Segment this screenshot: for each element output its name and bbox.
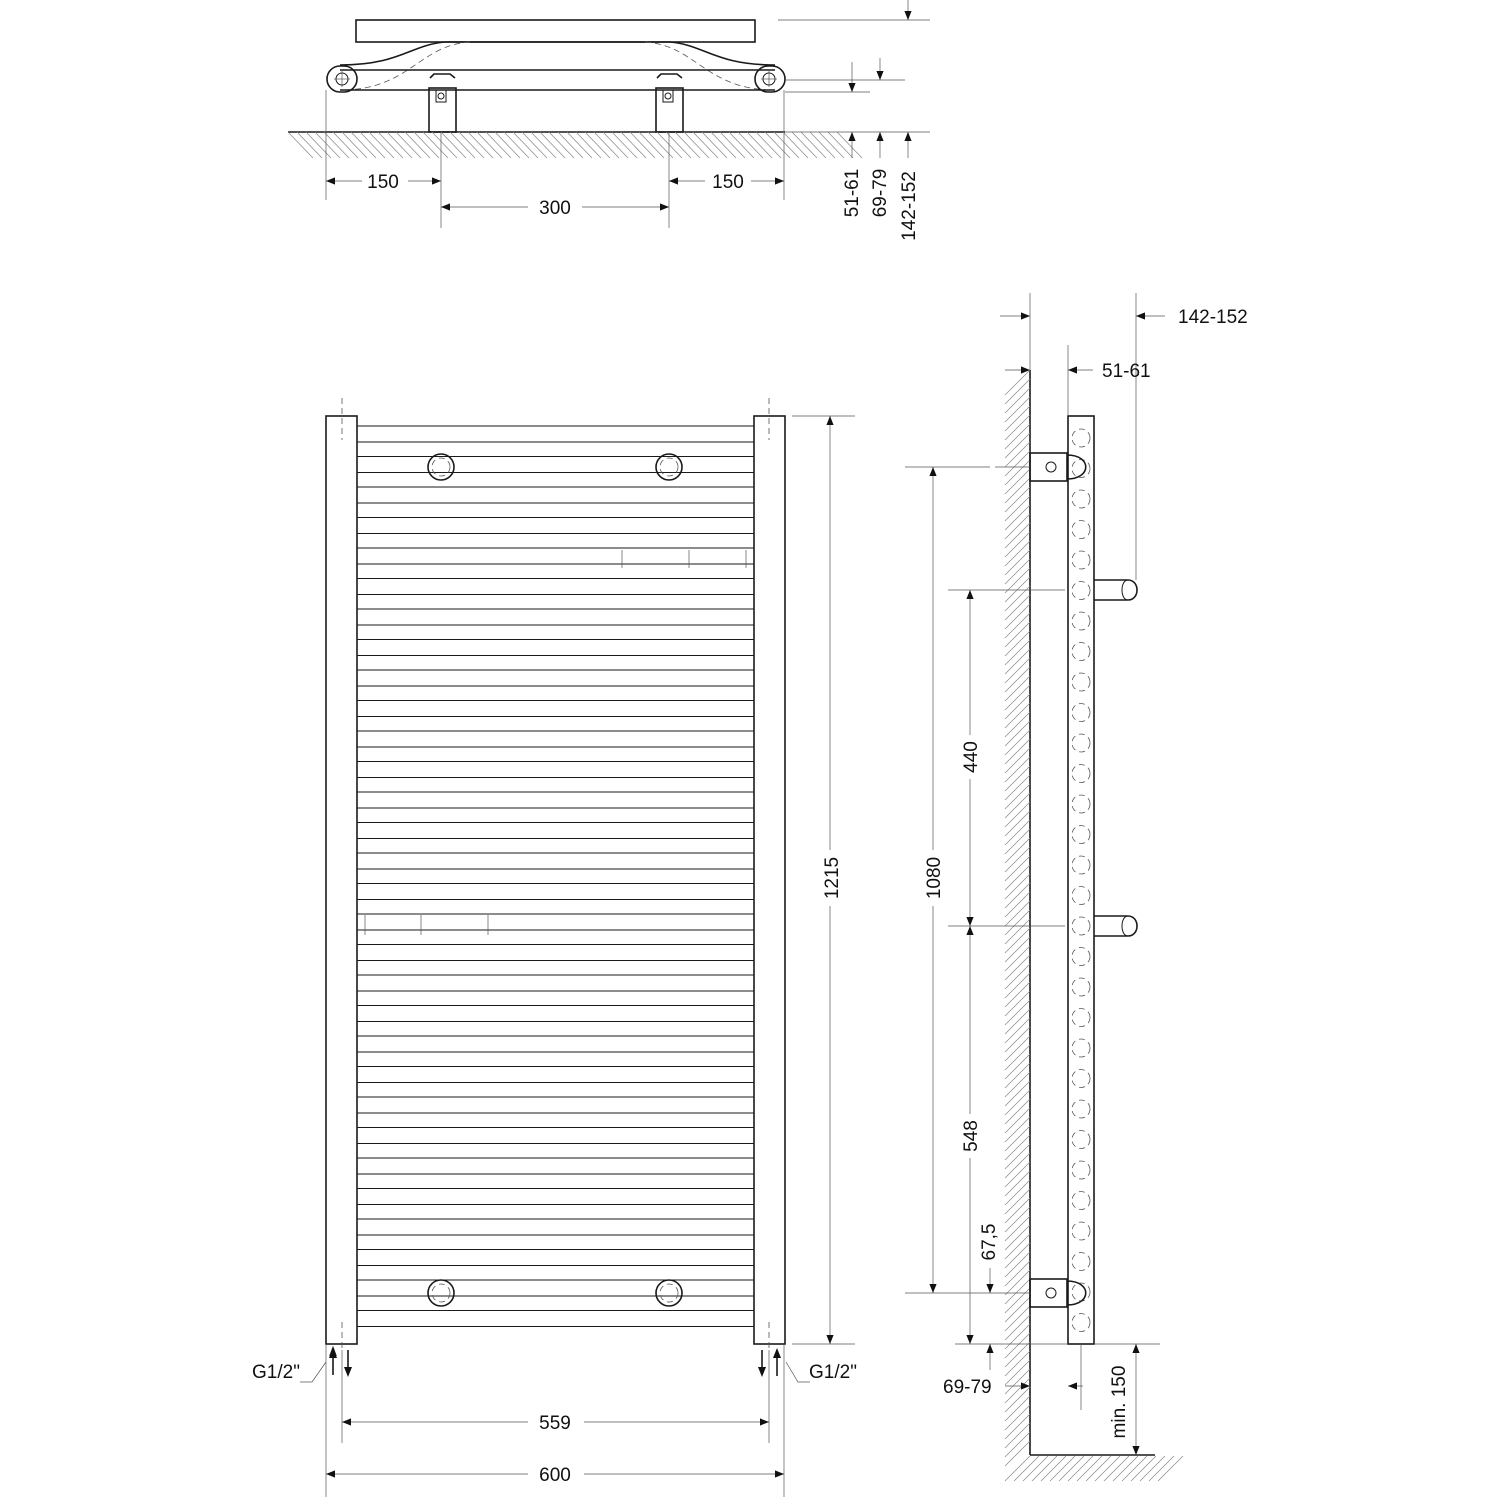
tube-section: [1072, 765, 1090, 783]
radiator-tube: [357, 487, 754, 503]
dim-top-left: 150: [367, 172, 399, 193]
radiator-tube: [357, 1189, 754, 1205]
radiator-tube: [357, 1036, 754, 1052]
tube-section: [1072, 1070, 1090, 1088]
tube-section: [1072, 582, 1090, 600]
radiator-tube: [357, 548, 754, 564]
tube-section: [1072, 1131, 1090, 1149]
dim-depth-b: 69-79: [870, 168, 891, 218]
radiator-tube: [357, 1006, 754, 1022]
radiator-tube: [357, 670, 754, 686]
radiator-tube: [357, 1280, 754, 1296]
radiator-tube: [357, 1128, 754, 1144]
tube-section: [1072, 978, 1090, 996]
left-collector: [326, 416, 357, 1344]
tube-section: [1072, 673, 1090, 691]
front-bracket-top-right: [656, 454, 682, 480]
side-view: [905, 293, 1248, 1481]
radiator-tube: [357, 609, 754, 625]
dim-span-lower: 548: [961, 1120, 982, 1152]
tube-section: [1072, 856, 1090, 874]
dim-top-center: 300: [539, 198, 571, 219]
front-bracket-bottom-right: [656, 1280, 682, 1306]
dim-side-depth-wall: 51-61: [1102, 361, 1151, 382]
dim-side-depth-total: 142-152: [1178, 307, 1248, 328]
tube-section: [1072, 795, 1090, 813]
radiator-tube: [357, 945, 754, 961]
top-left-bracket: [429, 74, 456, 132]
top-view: [288, 0, 930, 241]
radiator-tube: [357, 457, 754, 473]
radiator-tube: [357, 518, 754, 534]
radiator-tube: [357, 1158, 754, 1174]
dim-total-width: 600: [539, 1465, 571, 1486]
front-view: [252, 398, 857, 1497]
tube-section: [1072, 521, 1090, 539]
side-bracket-bottom: [1030, 1279, 1086, 1307]
radiator-tubes: [357, 426, 754, 1327]
tube-section: [1072, 1100, 1090, 1118]
dim-axis-width: 559: [539, 1413, 571, 1434]
tube-section: [1072, 643, 1090, 661]
radiator-tube: [357, 1250, 754, 1266]
front-bracket-bottom-left: [428, 1280, 454, 1306]
side-tube-sections: [1072, 429, 1090, 1332]
radiator-tube: [357, 701, 754, 717]
radiator-tube: [357, 884, 754, 900]
radiator-tube: [357, 579, 754, 595]
radiator-tube: [357, 792, 754, 808]
tube-section: [1072, 429, 1090, 447]
radiator-tube: [357, 1311, 754, 1327]
dim-floor-clearance: min. 150: [1109, 1365, 1130, 1439]
side-pin-lower: [1094, 916, 1137, 936]
radiator-tube: [357, 823, 754, 839]
side-pin-upper: [1094, 580, 1137, 600]
radiator-tube: [357, 1067, 754, 1083]
top-view-profile: [340, 42, 775, 65]
tube-section: [1072, 1009, 1090, 1027]
tube-section: [1072, 917, 1090, 935]
radiator-tube: [357, 1097, 754, 1113]
radiator-tube: [357, 975, 754, 991]
tube-section: [1072, 1192, 1090, 1210]
tube-section: [1072, 704, 1090, 722]
tube-section: [1072, 1161, 1090, 1179]
left-connection-arrows: [329, 1348, 352, 1377]
side-collector: [1068, 416, 1094, 1344]
radiator-tube: [357, 762, 754, 778]
radiator-tube: [357, 1219, 754, 1235]
dim-height: 1215: [822, 856, 843, 900]
tube-section: [1072, 1039, 1090, 1057]
right-collector: [754, 416, 785, 1344]
radiator-tube: [357, 914, 754, 930]
tube-section: [1072, 1253, 1090, 1271]
radiator-tube: [357, 853, 754, 869]
dim-depth-a: 51-61: [842, 168, 863, 218]
tube-section: [1072, 1314, 1090, 1332]
front-bracket-top-left: [428, 454, 454, 480]
radiator-tube: [357, 426, 754, 442]
tube-section: [1072, 948, 1090, 966]
dim-span-upper: 440: [961, 741, 982, 773]
top-right-bracket: [656, 74, 683, 132]
tube-section: [1072, 612, 1090, 630]
top-view-wall-hatch: [288, 132, 862, 158]
dim-pipe-depth: 69-79: [943, 1377, 992, 1398]
tube-section: [1072, 734, 1090, 752]
right-connection-arrows: [758, 1348, 781, 1377]
connection-label-right: G1/2": [809, 1362, 857, 1383]
tube-section: [1072, 887, 1090, 905]
radiator-tube: [357, 731, 754, 747]
connection-label-left: G1/2": [252, 1362, 300, 1383]
dim-bracket-span: 1080: [924, 856, 945, 900]
dim-depth-c: 142-152: [899, 171, 920, 241]
tube-section: [1072, 1222, 1090, 1240]
tube-section: [1072, 826, 1090, 844]
radiator-tube: [357, 640, 754, 656]
tube-section: [1072, 551, 1090, 569]
dim-bottom-offset: 67,5: [979, 1223, 1000, 1261]
side-bracket-top: [995, 453, 1086, 481]
tube-section: [1072, 490, 1090, 508]
top-view-rail: [356, 20, 755, 42]
dim-top-right: 150: [712, 172, 744, 193]
